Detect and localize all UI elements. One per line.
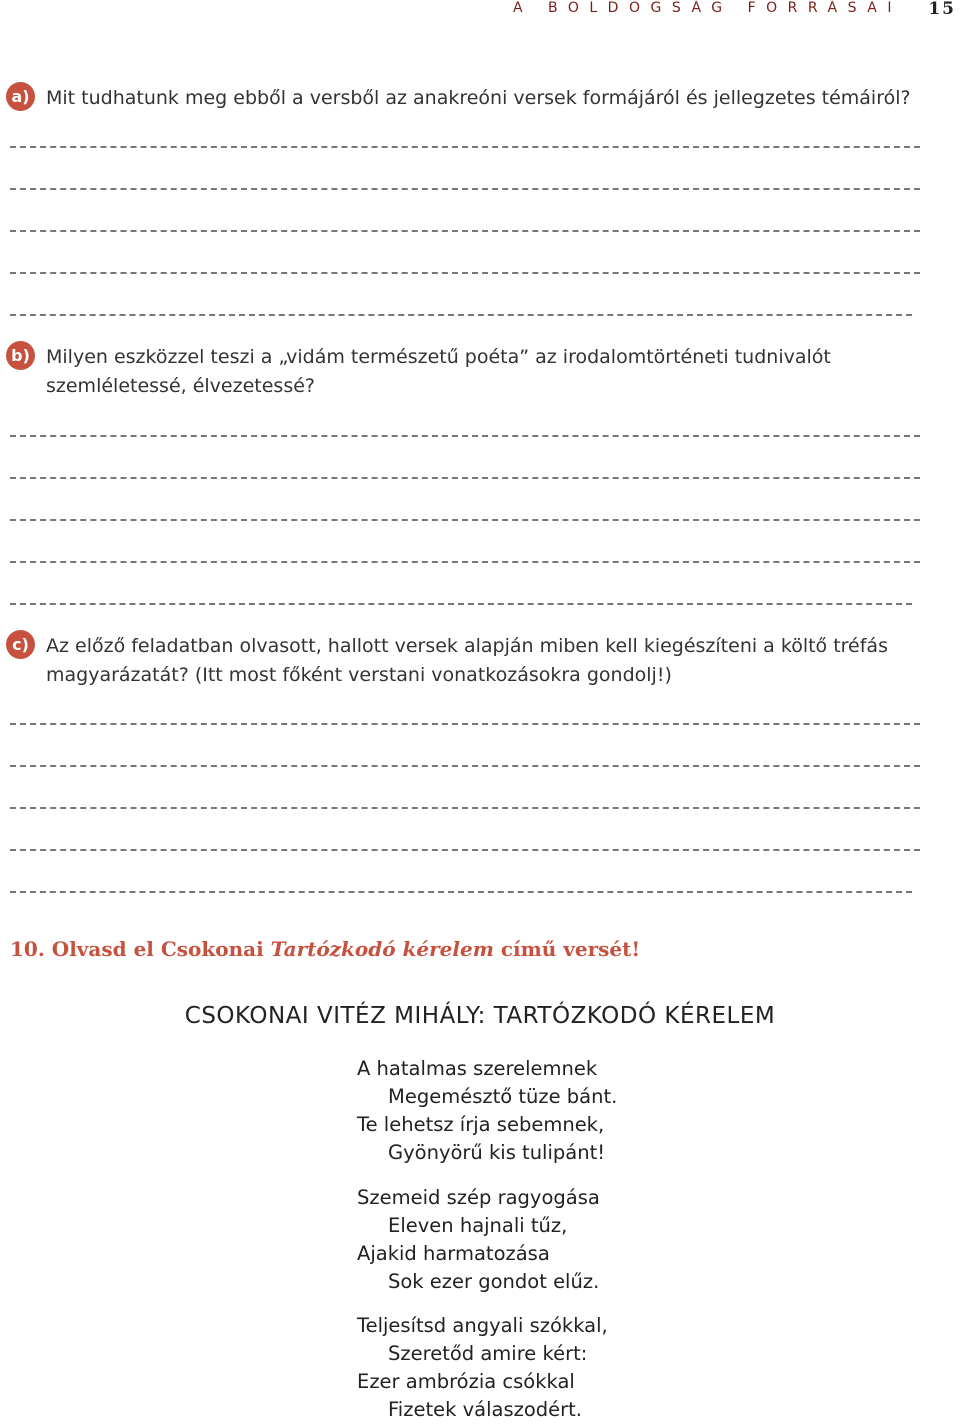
answer-line[interactable] (10, 765, 920, 767)
answer-line[interactable] (10, 561, 920, 563)
question-label-badge: c) (6, 630, 35, 659)
task-text-after: című versét! (500, 937, 641, 961)
answer-line[interactable] (10, 849, 920, 851)
answer-line[interactable] (10, 519, 920, 521)
poem-line: Fizetek válaszodért. (388, 1398, 583, 1421)
answer-line[interactable] (10, 188, 920, 190)
poem-line: Szemeid szép ragyogása (357, 1186, 600, 1209)
task-number: 10. (10, 937, 45, 961)
poem-line: Sok ezer gondot elűz. (388, 1270, 600, 1293)
answer-line[interactable] (10, 230, 920, 232)
question-label-badge: a) (6, 82, 35, 111)
poem-line: Szeretőd amire kért: (388, 1342, 588, 1365)
poem-line: Te lehetsz írja sebemnek, (357, 1113, 605, 1136)
running-header (0, 0, 960, 20)
answer-line[interactable] (10, 272, 920, 274)
task-poem-title: Tartózkodó kérelem (270, 937, 494, 961)
answer-line[interactable] (10, 435, 920, 437)
poem-stanza (357, 1055, 857, 1167)
poem-line: A hatalmas szerelemnek (357, 1057, 598, 1080)
question-text: Mit tudhatunk meg ebből a versből az anakreóni versek formájáról és jellegzetes témáiról? (46, 87, 911, 109)
poem-line: Teljesítsd angyali szókkal, (357, 1314, 608, 1337)
task-heading (10, 937, 640, 961)
answer-line[interactable] (10, 477, 920, 479)
answer-line[interactable] (10, 603, 912, 605)
poem-line: Megemésztő tüze bánt. (388, 1085, 618, 1108)
poem-line: Gyönyörű kis tulipánt! (388, 1141, 606, 1164)
question-label-badge: b) (6, 341, 35, 370)
task-text-before: Olvasd el Csokonai (51, 937, 264, 961)
poem-line: Ajakid harmatozása (357, 1242, 550, 1265)
question-text: Milyen eszközzel teszi a „vidám természetű poéta” az irodalomtörténeti tudnivalót szemléletessé, élvezetessé? (46, 346, 831, 397)
poem-line: Eleven hajnali tűz, (388, 1214, 568, 1237)
poem-line: Ezer ambrózia csókkal (357, 1370, 575, 1393)
question-text: Az előző feladatban olvasott, hallott versek alapján miben kell kiegészíteni a költő tréfás magyarázatát? (Itt most főként verstani vonatkozásokra gondolj!) (46, 635, 888, 686)
poem-stanza (357, 1312, 857, 1424)
answer-line[interactable] (10, 723, 920, 725)
answer-line[interactable] (10, 146, 920, 148)
answer-line[interactable] (10, 807, 920, 809)
header-title: A BOLDOGSÁG FORRÁSAI (512, 0, 902, 16)
answer-line[interactable] (10, 891, 912, 893)
answer-line[interactable] (10, 314, 912, 316)
poem-stanza (357, 1184, 857, 1296)
page-number: 15 (928, 0, 956, 19)
poem-title: CSOKONAI VITÉZ MIHÁLY: TARTÓZKODÓ KÉRELEM (184, 1003, 776, 1029)
